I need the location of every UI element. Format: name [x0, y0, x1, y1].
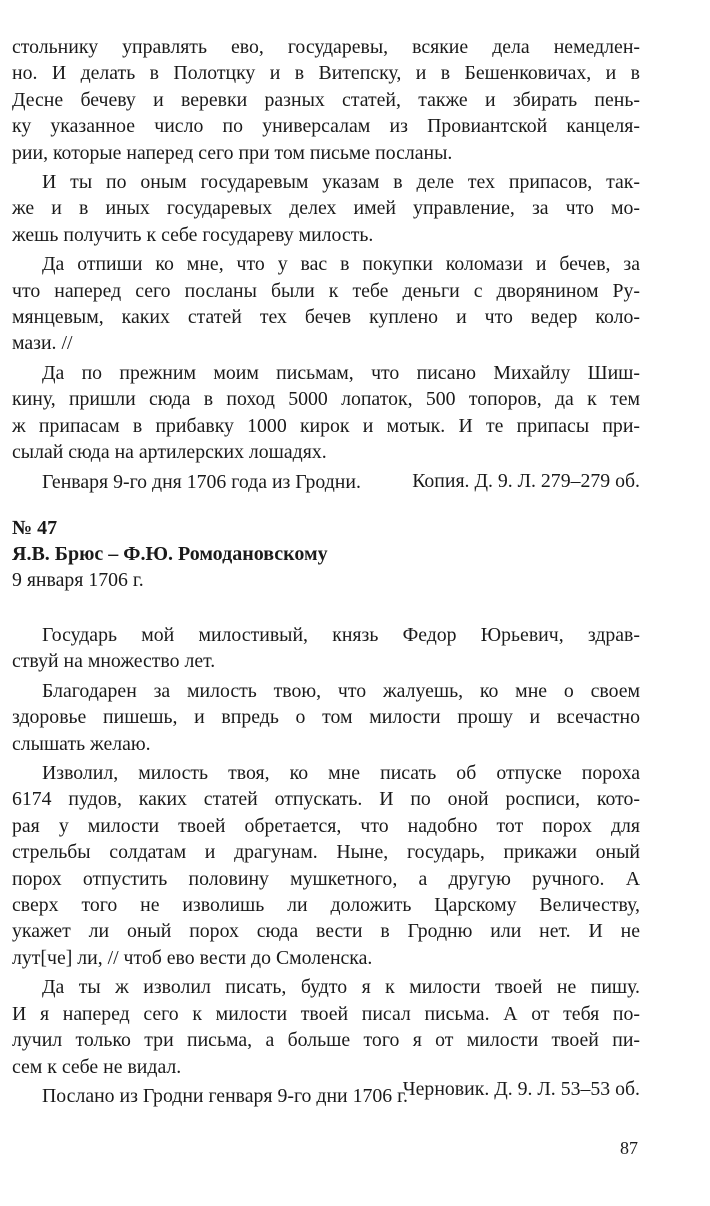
text-line: сверх того не изволишь ли доложить Царскому Величеству, — [12, 894, 640, 917]
text-line: но. И делать в Полотцку и в Витепску, и в Бешенковичах, и в — [12, 62, 640, 85]
text-line: стольнику управлять ево, государевы, всякие дела немедлен- — [12, 36, 640, 58]
document-date: 9 января 1706 г. — [12, 569, 144, 591]
text-line: лучил только три письма, а больше того я от милости твоей пи- — [12, 1029, 640, 1052]
paragraph — [12, 169, 640, 248]
text-line: ку указанное число по универсалам из Провиантской канцеля- — [12, 115, 640, 138]
text-line: что наперед сего посланы были к тебе деньги с дворянином Ру- — [12, 279, 640, 302]
text-line: Да отпиши ко мне, что у вас в покупки коломази и бечев, за — [42, 253, 640, 276]
text-line: Десне бечеву и веревки разных статей, также и збирать пень- — [12, 88, 640, 111]
text-line: же и в иных государевых делех имей управление, за что мо- — [12, 197, 640, 220]
text-line: И ты по оным государевым указам в деле тех припасов, так- — [42, 171, 640, 194]
paragraph — [12, 251, 640, 357]
text-line: И я наперед сего к милости твоей писал письма. А от тебя по- — [12, 1002, 640, 1025]
dateline: Генваря 9-го дня 1706 года из Гродни. — [42, 470, 361, 493]
dateline: Послано из Гродни генваря 9-го дни 1706 г. — [42, 1084, 408, 1107]
text-line: сем к себе не видал. — [12, 1055, 182, 1078]
text-line: жешь получить к себе государеву милость. — [12, 223, 374, 246]
page-number: 87 — [620, 1138, 638, 1158]
text-line: Изволил, милость твоя, ко мне писать об отпуске пороха — [42, 762, 640, 785]
text-line: мянцевым, каких статей тех бечев куплено и что ведер коло- — [12, 306, 640, 329]
text-line: Благодарен за милость твою, что жалуешь, ко мне о своем — [42, 679, 640, 702]
text-line: слышать желаю. — [12, 732, 151, 755]
document-title: Я.В. Брюс – Ф.Ю. Ромодановскому — [12, 543, 328, 565]
paragraph — [12, 360, 640, 466]
text-line: сылай сюда на артилерских лошадях. — [12, 441, 327, 464]
archival-source-note: Копия. Д. 9. Л. 279–279 об. — [412, 470, 640, 492]
previous-letter-text — [12, 34, 640, 498]
text-line: Государь мой милостивый, князь Федор Юрьевич, здрав- — [42, 624, 640, 646]
archival-source-note: Черновик. Д. 9. Л. 53–53 об. — [402, 1078, 640, 1100]
paragraph — [12, 34, 640, 166]
paragraph — [12, 678, 640, 757]
text-line: стрельбы солдатам и драгунам. Ныне, государь, прикажи оный — [12, 841, 640, 864]
text-line: здоровье пишешь, и впредь о том милости прошу и всечастно — [12, 706, 640, 729]
document-number: № 47 — [12, 517, 58, 539]
text-line: укажет ли оный порох сюда вести в Гродню или нет. И не — [12, 920, 640, 943]
text-line: порох отпустить половину мушкетного, а другую ручного. А — [12, 867, 640, 890]
paragraph — [12, 622, 640, 675]
text-line: 6174 пудов, каких статей отпускать. И по оной росписи, кото- — [12, 788, 640, 811]
text-line: ствуй на множество лет. — [12, 650, 216, 673]
text-line: ж припасам в прибавку 1000 кирок и мотык. И те припасы при- — [12, 414, 640, 437]
text-line: Да по прежним моим письмам, что писано Михайлу Шиш- — [42, 361, 640, 384]
text-line: рии, которые наперед сего при том письме посланы. — [12, 141, 453, 164]
letter-text — [12, 622, 640, 1112]
text-line: рая у милости твоей обретается, что надобно тот порох для — [12, 814, 640, 837]
text-line: лут[че] ли, // чтоб ево вести до Смоленска. — [12, 946, 373, 969]
paragraph — [12, 760, 640, 971]
paragraph — [12, 974, 640, 1080]
text-line: Да ты ж изволил писать, будто я к милости твоей не пишу. — [42, 976, 640, 999]
text-line: кину, пришли сюда в поход 5000 лопаток, 500 топоров, да к тем — [12, 388, 640, 411]
text-line: мази. // — [12, 332, 73, 355]
